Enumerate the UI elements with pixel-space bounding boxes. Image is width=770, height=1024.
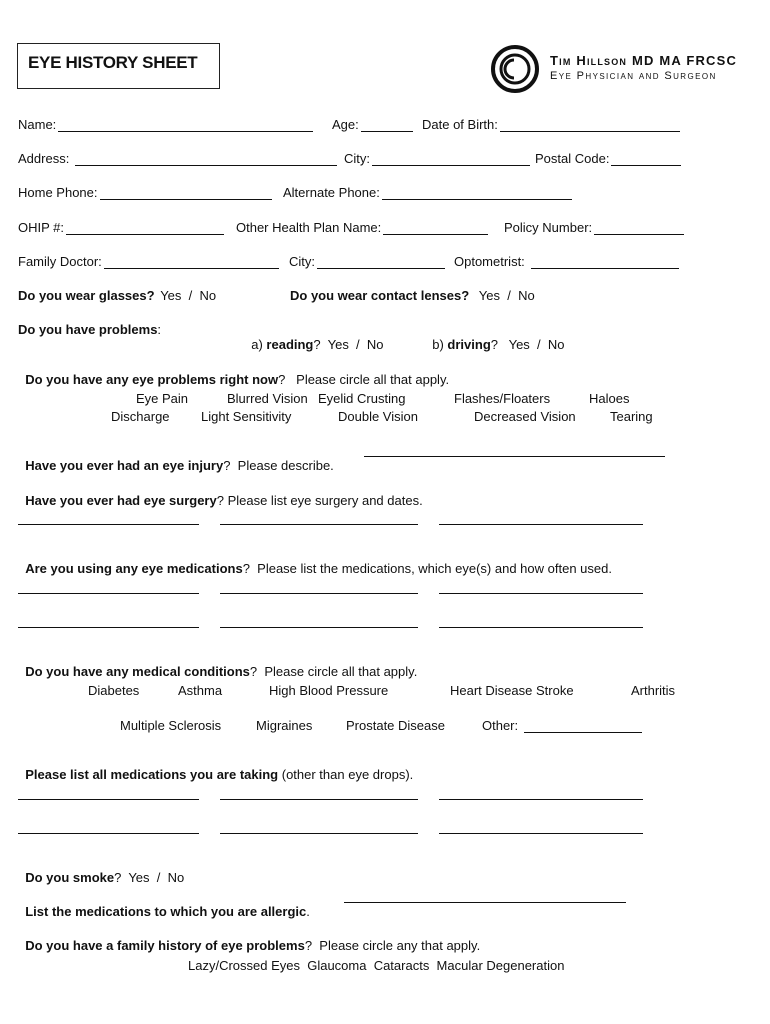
driving-yes-no[interactable]: ? Yes / No <box>490 337 565 352</box>
surgery-hint: ? Please list eye surgery and dates. <box>216 493 423 508</box>
all-medications-answer-line[interactable] <box>220 799 418 800</box>
contacts-options[interactable]: Yes / No <box>478 288 535 303</box>
doctor-city-field[interactable] <box>289 254 445 269</box>
reading-option[interactable] <box>244 322 384 352</box>
allergies-answer-line[interactable] <box>344 902 626 903</box>
medical-condition-option[interactable]: Migraines <box>256 718 313 733</box>
eye-medications-hint: ? Please list the medications, which eye(s) and how often used. <box>242 561 612 576</box>
eye-medications-answer-line[interactable] <box>220 627 418 628</box>
medical-conditions-hint: ? Please circle all that apply. <box>249 664 418 679</box>
optometrist-field[interactable] <box>454 254 679 269</box>
family-doctor-label: Family Doctor: <box>18 254 102 269</box>
family-history-question-text: Do you have a family history of eye problems <box>25 938 305 953</box>
injury-answer-line[interactable] <box>364 456 665 457</box>
contacts-question-text: Do you wear contact lenses? <box>290 288 470 303</box>
eye-problem-option[interactable]: Tearing <box>610 409 653 424</box>
alternate-phone-label: Alternate Phone: <box>283 185 380 200</box>
postal-code-field[interactable] <box>535 151 681 166</box>
eye-problem-option[interactable]: Decreased Vision <box>474 409 576 424</box>
eye-problem-option[interactable]: Eye Pain <box>136 391 189 406</box>
medical-condition-option[interactable]: Diabetes <box>88 683 140 698</box>
all-medications-question-text: Please list all medications you are taking <box>25 767 279 782</box>
medical-condition-option[interactable]: Prostate Disease <box>346 718 445 733</box>
glasses-question <box>18 288 216 303</box>
name-label: Name: <box>18 117 57 132</box>
eye-problems-question-text: Do you have any eye problems right now <box>25 372 279 387</box>
other-condition-label: Other: <box>482 718 519 733</box>
city-field[interactable] <box>344 151 530 166</box>
all-medications-hint: (other than eye drops). <box>278 767 414 782</box>
title-box <box>17 43 220 89</box>
eye-medications-answer-line[interactable] <box>18 627 199 628</box>
home-phone-field[interactable] <box>18 185 272 200</box>
injury-question-text: Have you ever had an eye injury <box>25 458 224 473</box>
other-condition-field[interactable] <box>482 718 642 733</box>
smoke-question <box>18 855 184 885</box>
address-field[interactable] <box>18 151 337 166</box>
name-field[interactable] <box>18 117 313 132</box>
glasses-question-text: Do you wear glasses? <box>18 288 155 303</box>
surgery-question-text: Have you ever had eye surgery <box>25 493 217 508</box>
surgery-answer-line[interactable] <box>18 524 199 525</box>
driving-option[interactable] <box>425 322 564 352</box>
eye-medications-answer-line[interactable] <box>220 593 418 594</box>
eye-problems-question <box>18 357 449 387</box>
other-health-plan-field[interactable] <box>236 220 488 235</box>
allergies-question <box>18 889 310 919</box>
family-history-hint: ? Please circle any that apply. <box>304 938 481 953</box>
medical-condition-option[interactable]: High Blood Pressure <box>269 683 389 698</box>
eye-problem-option[interactable]: Eyelid Crusting <box>318 391 406 406</box>
eye-medications-answer-line[interactable] <box>18 593 199 594</box>
age-label: Age: <box>332 117 359 132</box>
medical-condition-option[interactable]: Multiple Sclerosis <box>120 718 222 733</box>
eye-problem-option[interactable]: Light Sensitivity <box>201 409 292 424</box>
surgery-question <box>18 478 423 508</box>
smoke-yes-no[interactable]: ? Yes / No <box>114 870 185 885</box>
medical-condition-option[interactable]: Asthma <box>178 683 223 698</box>
problems-question <box>18 322 161 337</box>
address-label: Address: <box>18 151 70 166</box>
eye-medications-answer-line[interactable] <box>439 627 643 628</box>
eye-medications-question-text: Are you using any eye medications <box>25 561 243 576</box>
glasses-options[interactable]: Yes / No <box>160 288 217 303</box>
doctor-title: Eye Physician and Surgeon <box>550 70 717 82</box>
doctor-city-label: City: <box>289 254 315 269</box>
all-medications-answer-line[interactable] <box>220 833 418 834</box>
dob-label: Date of Birth: <box>422 117 498 132</box>
age-field[interactable] <box>332 117 413 132</box>
alternate-phone-field[interactable] <box>283 185 572 200</box>
all-medications-answer-line[interactable] <box>439 799 643 800</box>
driving-label: driving <box>447 337 491 352</box>
all-medications-answer-line[interactable] <box>18 799 199 800</box>
surgery-answer-line[interactable] <box>220 524 418 525</box>
injury-hint: ? Please describe. <box>223 458 334 473</box>
medical-condition-option[interactable]: Arthritis <box>631 683 676 698</box>
ohip-label: OHIP #: <box>18 220 65 235</box>
eye-problem-option[interactable]: Discharge <box>111 409 170 424</box>
all-medications-question <box>18 752 413 782</box>
logo-icon <box>490 44 540 94</box>
other-health-plan-label: Other Health Plan Name: <box>236 220 382 235</box>
eye-medications-answer-line[interactable] <box>439 593 643 594</box>
problems-colon: : <box>157 322 162 337</box>
medical-conditions-question <box>18 649 417 679</box>
reading-letter: a) <box>251 337 263 352</box>
dob-field[interactable] <box>422 117 680 132</box>
optometrist-label: Optometrist: <box>454 254 525 269</box>
eye-problems-hint: ? Please circle all that apply. <box>278 372 450 387</box>
ohip-field[interactable] <box>18 220 224 235</box>
reading-yes-no[interactable]: ? Yes / No <box>313 337 384 352</box>
reading-label: reading <box>266 337 314 352</box>
driving-letter: b) <box>432 337 444 352</box>
eye-problem-option[interactable]: Blurred Vision <box>227 391 308 406</box>
postal-code-label: Postal Code: <box>535 151 610 166</box>
eye-medications-question <box>18 546 612 576</box>
smoke-question-text: Do you smoke <box>25 870 115 885</box>
policy-number-field[interactable] <box>504 220 684 235</box>
problems-question-text: Do you have problems <box>18 322 158 337</box>
doctor-name: Tim Hillson MD MA FRCSC <box>550 53 738 68</box>
contacts-question <box>290 288 535 303</box>
allergies-question-text: List the medications to which you are allergic <box>25 904 307 919</box>
family-history-options[interactable]: Lazy/Crossed Eyes Glaucoma Cataracts Macular Degeneration <box>188 958 565 973</box>
family-history-question <box>18 923 480 953</box>
medical-conditions-question-text: Do you have any medical conditions <box>25 664 250 679</box>
surgery-answer-line[interactable] <box>439 524 643 525</box>
home-phone-label: Home Phone: <box>18 185 98 200</box>
eye-problem-option[interactable]: Haloes <box>589 391 630 406</box>
policy-number-label: Policy Number: <box>504 220 593 235</box>
page-title: EYE HISTORY SHEET <box>28 53 198 72</box>
eye-problem-option[interactable]: Double Vision <box>338 409 418 424</box>
city-label: City: <box>344 151 370 166</box>
allergies-hint: . <box>306 904 310 919</box>
injury-question <box>18 443 334 473</box>
all-medications-answer-line[interactable] <box>18 833 199 834</box>
eye-problem-option[interactable]: Flashes/Floaters <box>454 391 551 406</box>
medical-condition-option[interactable]: Heart Disease Stroke <box>450 683 574 698</box>
family-doctor-field[interactable] <box>18 254 279 269</box>
all-medications-answer-line[interactable] <box>439 833 643 834</box>
